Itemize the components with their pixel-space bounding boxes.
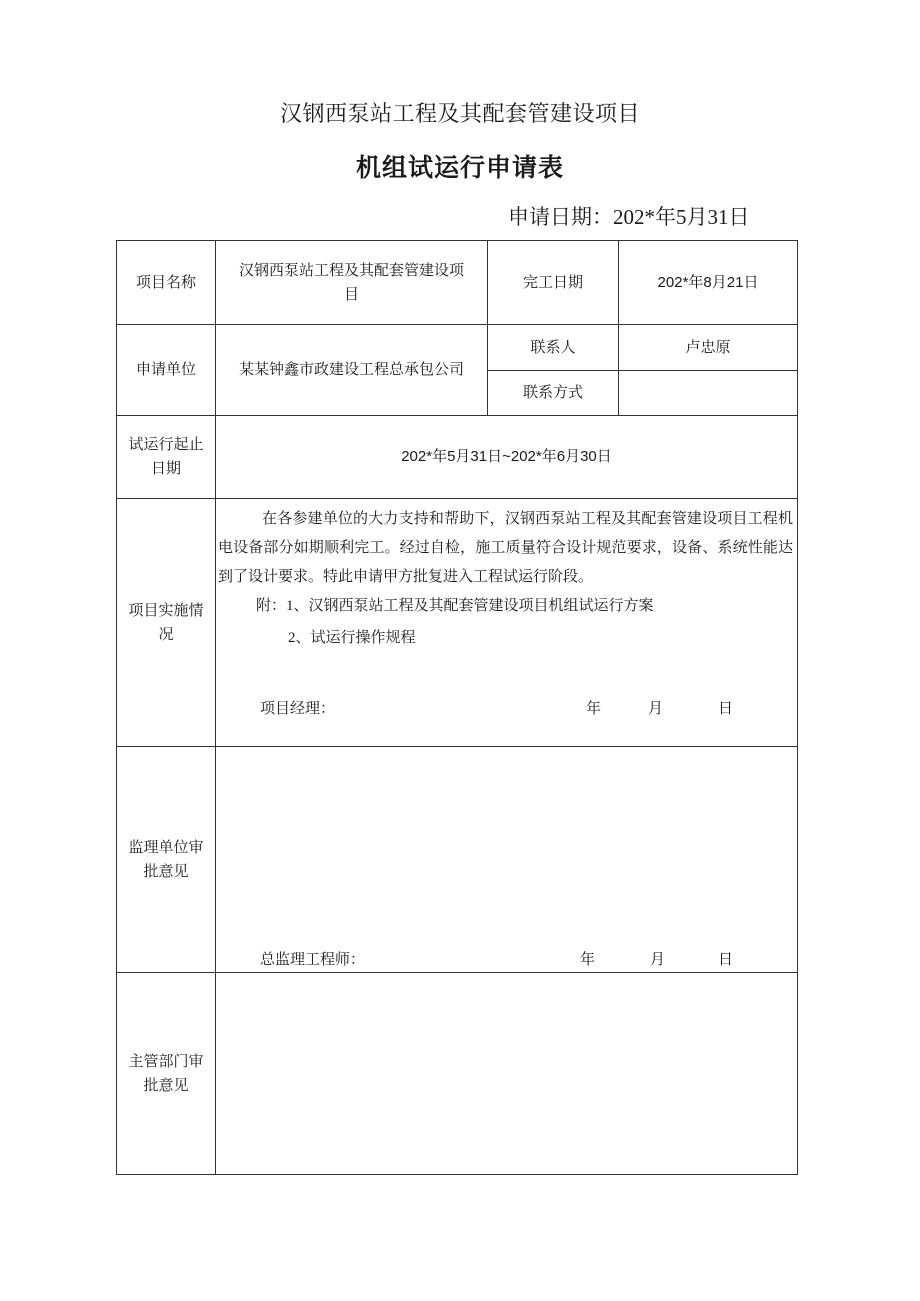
supervision-opinion bbox=[216, 747, 798, 973]
application-form-table bbox=[116, 240, 798, 1175]
applicant-value: 某某钟鑫市政建设工程总承包公司 bbox=[216, 325, 488, 416]
row-trial-period bbox=[117, 416, 798, 499]
chief-supervisor-label: 总监理工程师： bbox=[260, 952, 366, 968]
row-applicant bbox=[117, 325, 798, 371]
apply-date: 申请日期：202*年5月31日 bbox=[508, 205, 750, 229]
contact-method-value bbox=[619, 371, 798, 416]
supervision-label bbox=[117, 747, 216, 973]
row-authority bbox=[117, 973, 798, 1175]
row-project-name bbox=[117, 241, 798, 325]
supervision-label-line1: 监理单位审 bbox=[128, 839, 204, 856]
cs-day-label: 日 bbox=[718, 952, 734, 968]
implementation-label-line1: 项目实施情 bbox=[128, 602, 204, 619]
implementation-content bbox=[216, 499, 798, 747]
authority-label-line2: 批意见 bbox=[143, 1077, 189, 1094]
trial-period-value: 202*年5月31日~202*年6月30日 bbox=[216, 416, 798, 499]
pm-day-label: 日 bbox=[718, 701, 734, 717]
authority-label bbox=[117, 973, 216, 1175]
attachment-1: 附：1、汉钢西泵站工程及其配套管建设项目机组试运行方案 bbox=[256, 598, 654, 614]
chief-supervisor-signature bbox=[260, 948, 797, 970]
trial-period-label-line2: 日期 bbox=[150, 461, 181, 477]
project-name-value bbox=[216, 241, 488, 325]
authority-label-line1: 主管部门审 bbox=[128, 1053, 204, 1070]
contact-method-label: 联系方式 bbox=[488, 371, 619, 416]
supervision-label-line2: 批意见 bbox=[143, 863, 189, 880]
trial-period-label-line1: 试运行起止 bbox=[128, 437, 204, 453]
project-name-line2: 目 bbox=[343, 286, 359, 303]
implementation-label-line2: 况 bbox=[158, 626, 174, 643]
project-title: 汉钢西泵站工程及其配套管建设项目 bbox=[279, 101, 640, 126]
implementation-label bbox=[117, 499, 216, 747]
row-implementation bbox=[117, 499, 798, 747]
completion-date-value: 202*年8月21日 bbox=[619, 241, 798, 325]
applicant-label: 申请单位 bbox=[117, 325, 216, 416]
pm-year-label: 年 bbox=[586, 701, 602, 717]
pm-month-label: 月 bbox=[648, 701, 664, 717]
cs-month-label: 月 bbox=[650, 952, 666, 968]
project-manager-label: 项目经理： bbox=[260, 701, 336, 717]
row-supervision bbox=[117, 747, 798, 973]
trial-period-label bbox=[117, 416, 216, 499]
completion-date-label: 完工日期 bbox=[488, 241, 619, 325]
form-title: 机组试运行申请表 bbox=[355, 154, 564, 182]
contact-label: 联系人 bbox=[488, 325, 619, 371]
project-name-line1: 汉钢西泵站工程及其配套管建设项 bbox=[238, 262, 464, 279]
project-name-label: 项目名称 bbox=[117, 241, 216, 325]
project-manager-signature bbox=[260, 697, 797, 719]
attachment-2: 2、试运行操作规程 bbox=[288, 630, 416, 646]
cs-year-label: 年 bbox=[580, 952, 596, 968]
authority-opinion bbox=[216, 973, 798, 1175]
implementation-text: 在各参建单位的大力支持和帮助下，汉钢西泵站工程及其配套管建设项目工程机电设备部分如期顺利完工。经过自检，施工质量符合设计规范要求，设备、系统性能达到了设计要求。特此申请甲方批复进入工程试运行阶段。 bbox=[218, 511, 793, 585]
contact-value: 卢忠原 bbox=[619, 325, 798, 371]
